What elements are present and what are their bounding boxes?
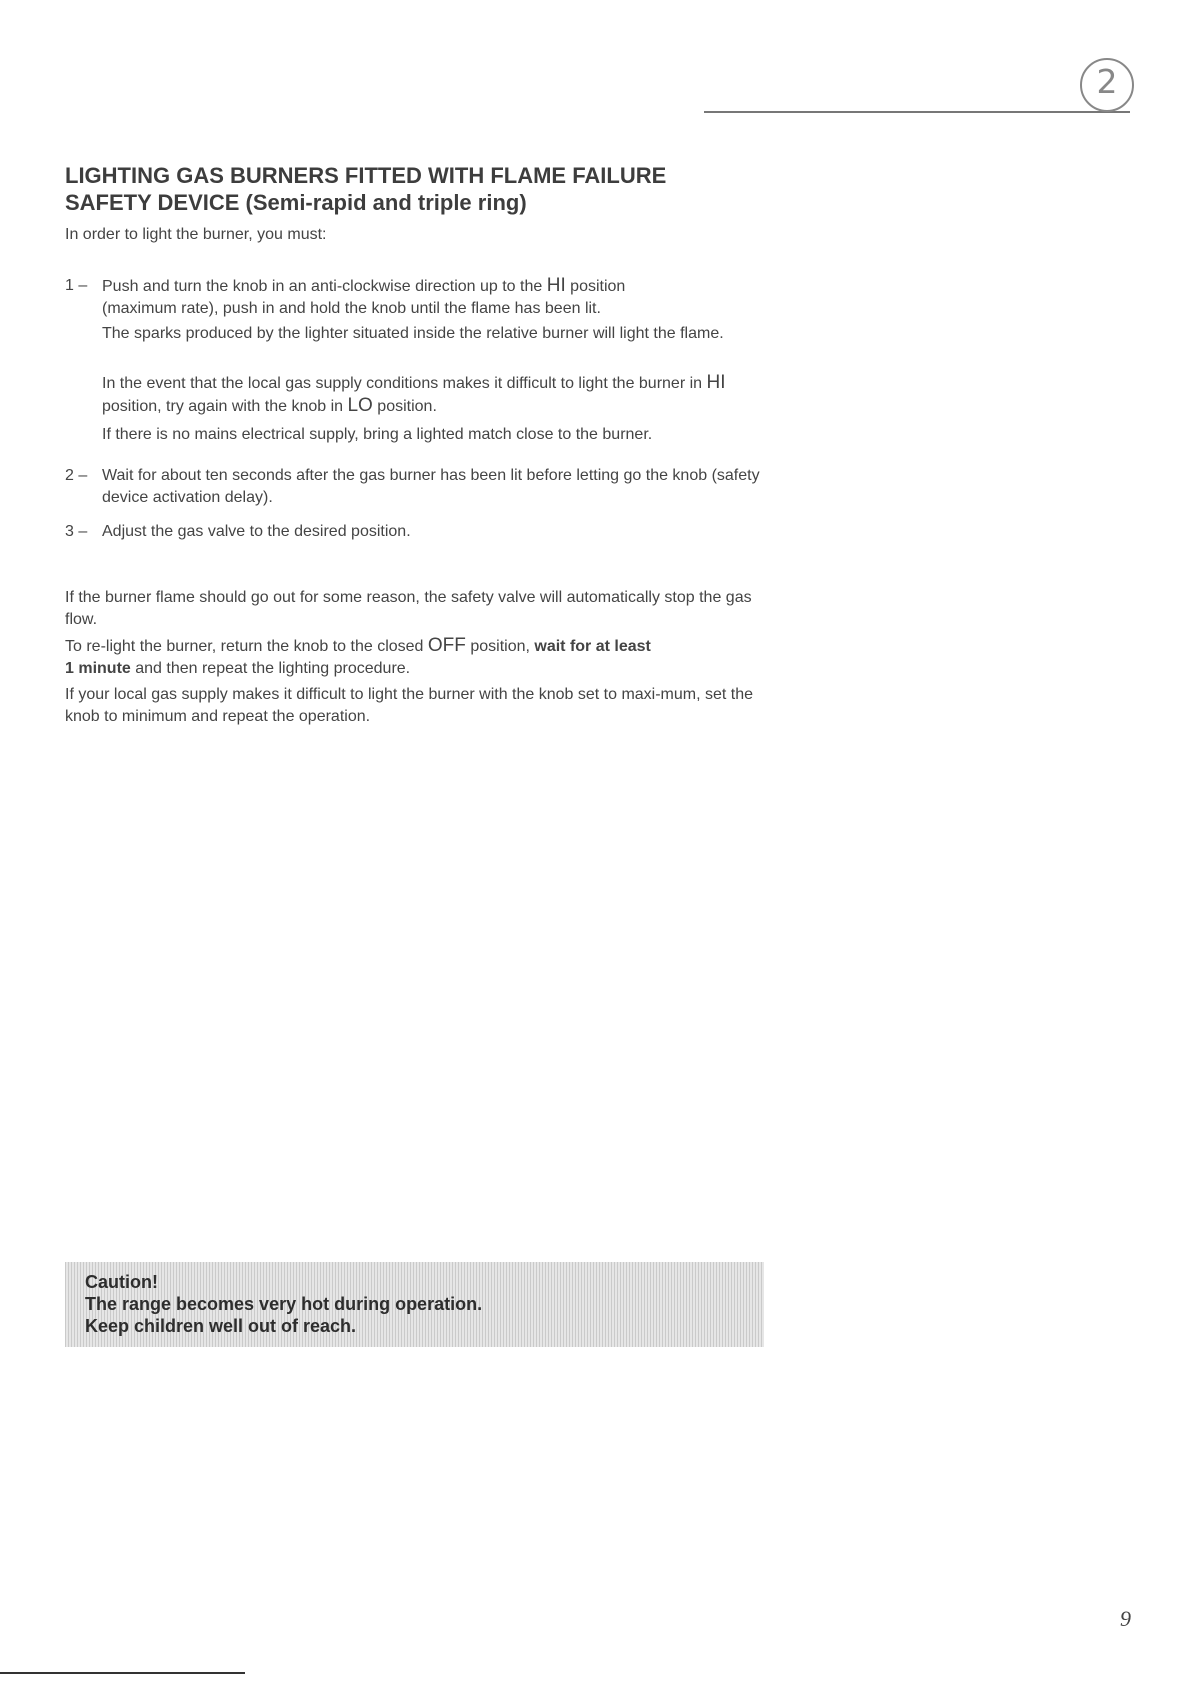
page-number: 9 <box>1120 1606 1131 1631</box>
step-1-note-match: If there is no mains electrical supply, bring a lighted match close to the burner. <box>102 426 653 443</box>
off-label: OFF <box>427 635 466 656</box>
caution-line-2: Keep children well out of reach. <box>85 1316 357 1336</box>
step-text: Wait for about ten seconds after the gas burner has been lit before letting go the knob (safety device activation delay). <box>102 467 760 506</box>
step-text: Push and turn the knob in an anti-clockwise direction up to the HI position (maximum rate), push in and hold the knob until the flame has been lit. <box>102 275 626 317</box>
chapter-rule <box>704 111 1130 113</box>
hi-label: HI <box>546 275 566 296</box>
caution-box <box>65 1262 764 1347</box>
paragraph-relight: To re-light the burner, return the knob to the closed OFF position, wait for at least 1 minute and then repeat the lighting procedure. <box>65 635 651 677</box>
chapter-number-badge <box>1078 56 1136 114</box>
step-1-note-sparks: The sparks produced by the lighter situated inside the relative burner will light the flame. <box>102 325 724 342</box>
lo-label: LO <box>347 395 373 416</box>
chapter-number: 2 <box>1096 62 1118 101</box>
step-number: 1 – <box>65 277 88 294</box>
title-line-1: LIGHTING GAS BURNERS FITTED WITH FLAME FAILURE <box>65 163 667 188</box>
caution-heading: Caution! <box>85 1272 158 1292</box>
paragraph-safety-valve: If the burner flame should go out for some reason, the safety valve will automatically stop the gas flow. <box>65 589 752 628</box>
intro-text: In order to light the burner, you must: <box>65 226 327 243</box>
step-number: 3 – <box>65 523 88 540</box>
page-title <box>65 162 785 216</box>
caution-line-1: The range becomes very hot during operation. <box>85 1294 483 1314</box>
step-number: 2 – <box>65 467 88 484</box>
step-text: Adjust the gas valve to the desired position. <box>102 523 411 540</box>
emphasis-minute: 1 minute <box>65 660 131 677</box>
paragraph-local-supply: If your local gas supply makes it difficult to light the burner with the knob set to maxi-mum, set the knob to minimum and repeat the operation. <box>65 686 754 725</box>
title-line-2: SAFETY DEVICE (Semi-rapid and triple ring) <box>65 190 527 215</box>
bottom-rule <box>0 1672 245 1674</box>
step-1-note-supply: In the event that the local gas supply conditions makes it difficult to light the burner in HI position, try again with the knob in LO position. <box>102 372 726 416</box>
emphasis-wait: wait for at least <box>534 638 651 655</box>
hi-label: HI <box>706 372 726 393</box>
